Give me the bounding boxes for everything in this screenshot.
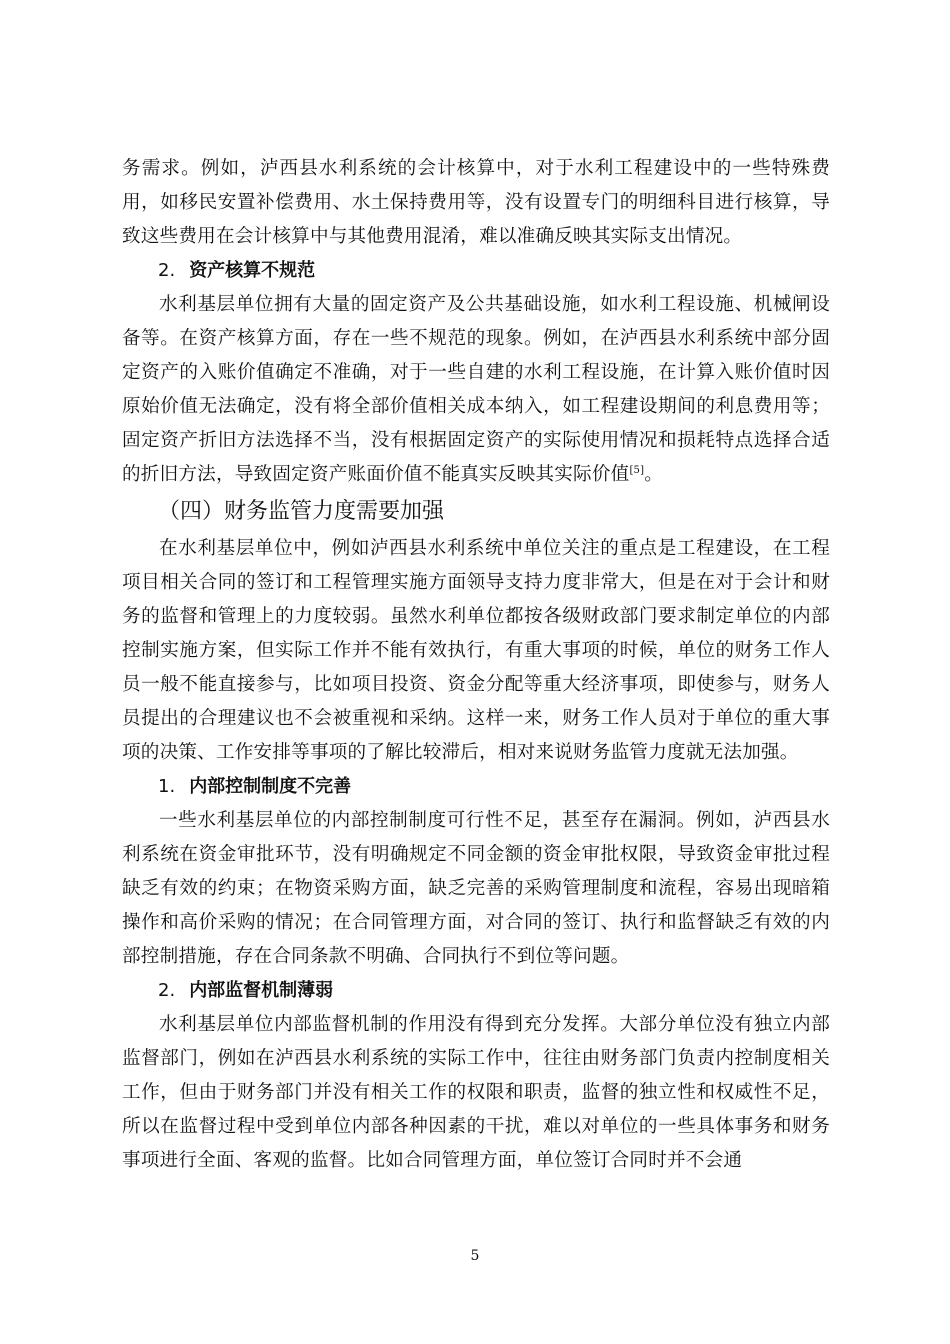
subheading-asset-accounting	[122, 254, 830, 288]
paragraph-internal-supervision: 水利基层单位内部监督机制的作用没有得到充分发挥。大部分单位没有独立内部监督部门，例如在泸西县水利系统的实际工作中，往往由财务部门负责内控制度相关工作，但由于财务部门并没有相关工作的权限和职责，监督的独立性和权威性不足，所以在监督过程中受到单位内部各种因素的干扰，难以对单位的一些具体事务和财务事项进行全面、客观的监督。比如合同管理方面，单位签订合同时并不会通	[122, 1014, 830, 1171]
document-body	[122, 152, 830, 1178]
subheading-title: 内部监督机制薄弱	[189, 980, 334, 1001]
subheading-number: 2.	[158, 260, 176, 281]
paragraph-internal-control: 一些水利基层单位的内部控制制度可行性不足，甚至存在漏洞。例如，泸西县水利系统在资金审批环节，没有明确规定不同金额的资金审批权限，导致资金审批过程缺乏有效的约束；在物资采购方面，缺乏完善的采购管理制度和流程，容易出现暗箱操作和高价采购的情况；在合同管理方面，对合同的签订、执行和监督缺乏有效的内部控制措施，存在合同条款不明确、合同执行不到位等问题。	[122, 810, 830, 967]
paragraph-end: 。	[644, 464, 663, 485]
subheading-internal-supervision	[122, 974, 830, 1008]
subheading-number: 2.	[158, 980, 176, 1001]
section-heading: （四）财务监管力度需要加强	[158, 499, 445, 524]
subheading-number: 1.	[158, 776, 176, 797]
paragraph-text: 水利基层单位拥有大量的固定资产及公共基础设施，如水利工程设施、机械闸设备等。在资产核算方面，存在一些不规范的现象。例如，在泸西县水利系统中部分固定资产的入账价值确定不准确，对于一些自建的水利工程设施，在计算入账价值时因原始价值无法确定，没有将全部价值相关成本纳入，如工程建设期间的利息费用等；固定资产折旧方法选择不当，没有根据固定资产的实际使用情况和损耗特点选择合适的折旧方法，导致固定资产账面价值不能真实反映其实际价值	[122, 294, 830, 485]
citation-ref: [5]	[629, 464, 645, 476]
page-number: 5	[470, 1248, 480, 1264]
subheading-internal-control	[122, 770, 830, 804]
subheading-title: 内部控制制度不完善	[189, 776, 352, 797]
subheading-title: 资产核算不规范	[189, 260, 316, 281]
paragraph-supervision: 在水利基层单位中，例如泸西县水利系统中单位关注的重点是工程建设，在工程项目相关合同的签订和工程管理实施方面领导支持力度非常大，但是在对于会计和财务的监督和管理上的力度较弱。虽然水利单位都按各级财政部门要求制定单位的内部控制实施方案，但实际工作并不能有效执行，有重大事项的时候，单位的财务工作人员一般不能直接参与，比如项目投资、资金分配等重大经济事项，即使参与，财务人员提出的合理建议也不会被重视和采纳。这样一来，财务工作人员对于单位的重大事项的决策、工作安排等事项的了解比较滞后，相对来说财务监管力度就无法加强。	[122, 538, 830, 763]
paragraph-continuation: 务需求。例如，泸西县水利系统的会计核算中，对于水利工程建设中的一些特殊费用，如移民安置补偿费用、水土保持费用等，没有设置专门的明细科目进行核算，导致这些费用在会计核算中与其他费用混淆，难以准确反映其实际支出情况。	[122, 158, 830, 247]
paragraph-asset-accounting	[122, 288, 830, 492]
